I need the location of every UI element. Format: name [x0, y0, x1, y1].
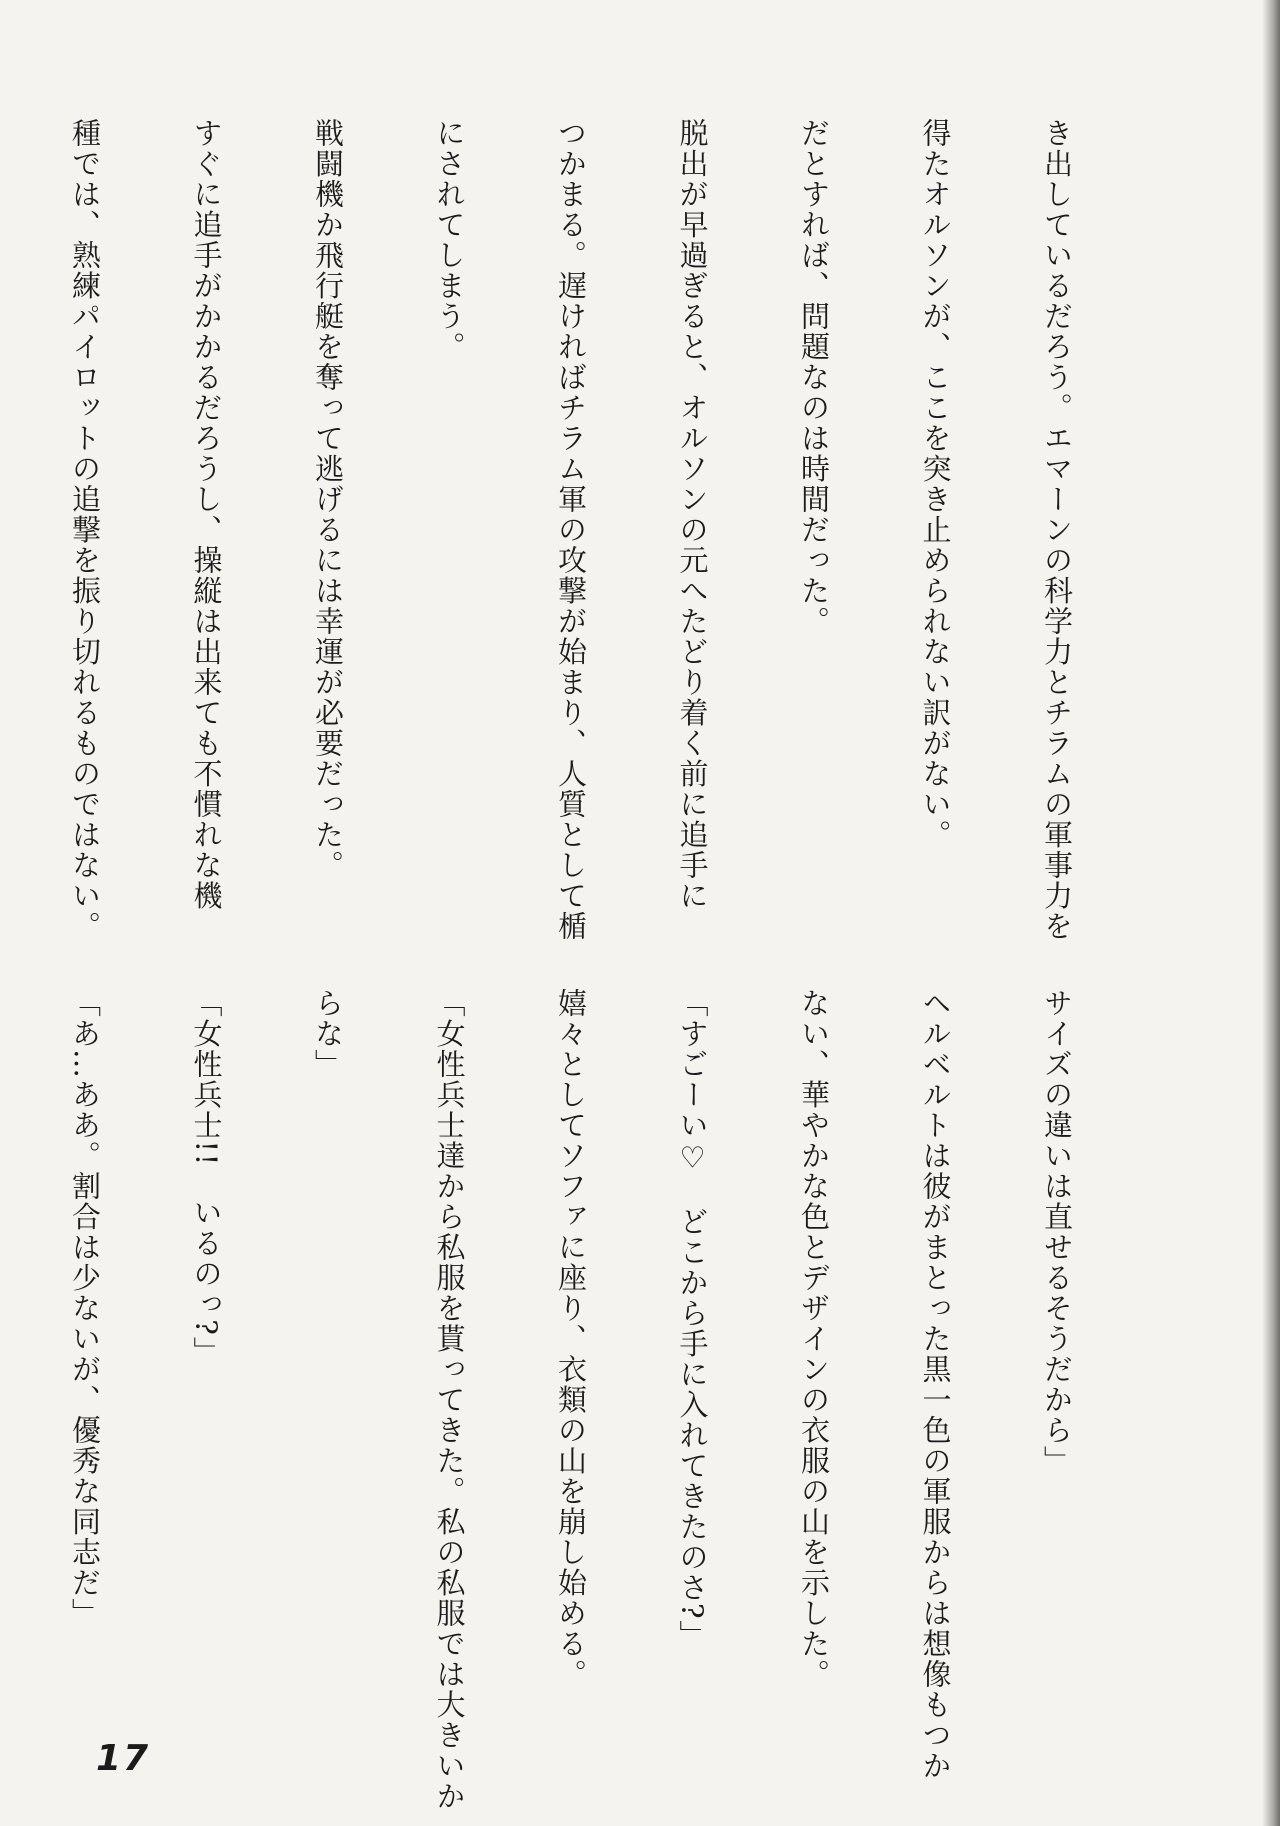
text-line: サイズの違いは直せるそうだから」 [1040, 988, 1074, 1476]
scan-shadow-edge [1262, 0, 1280, 1826]
text-line: 「女性兵士!! いるのっ?」 [189, 988, 224, 1367]
text-line: ない、華やかな色とデザインの衣服の山を示した。 [797, 988, 831, 1690]
text-line: らな」 [311, 988, 345, 1080]
text-line: 脱出が早過ぎると、オルソンの元へたどり着く前に追手に [675, 118, 710, 911]
text-line: 戦闘機か飛行艇を奪って逃げるには幸運が必要だった。 [311, 118, 345, 881]
text-line: にされてしまう。 [432, 118, 467, 362]
text-line: 嬉々としてソファに座り、衣類の山を崩し始める。 [554, 988, 588, 1690]
upper-text-block [68, 118, 1158, 942]
text-line: だとすれば、問題なのは時間だった。 [797, 118, 831, 637]
page-number: 17 [96, 1738, 151, 1779]
text-line: すぐに追手がかかるだろうし、操縦は出来ても不慣れな機 [189, 118, 224, 911]
text-line: 「すごーい♡ どこから手に入れてきたのさ?」 [675, 988, 710, 1651]
text-line: ヘルベルトは彼がまとった黒一色の軍服からは想像もつか [918, 988, 953, 1781]
text-line: 得たオルソンが、ここを突き止められない訳がない。 [918, 118, 953, 850]
text-line: 「あ…ああ。割合は少ないが、優秀な同志だ」 [68, 988, 102, 1629]
text-line: き出しているだろう。エマーンの科学力とチラムの軍事力を [1040, 118, 1074, 942]
text-line: つかまる。遅ければチラム軍の攻撃が始まり、人質として楯 [554, 118, 588, 942]
text-line: 「女性兵士達から私服を貰ってきた。私の私服では大きいか [432, 988, 467, 1812]
text-line: 種では、熟練パイロットの追撃を振り切れるものではない。 [68, 118, 102, 942]
